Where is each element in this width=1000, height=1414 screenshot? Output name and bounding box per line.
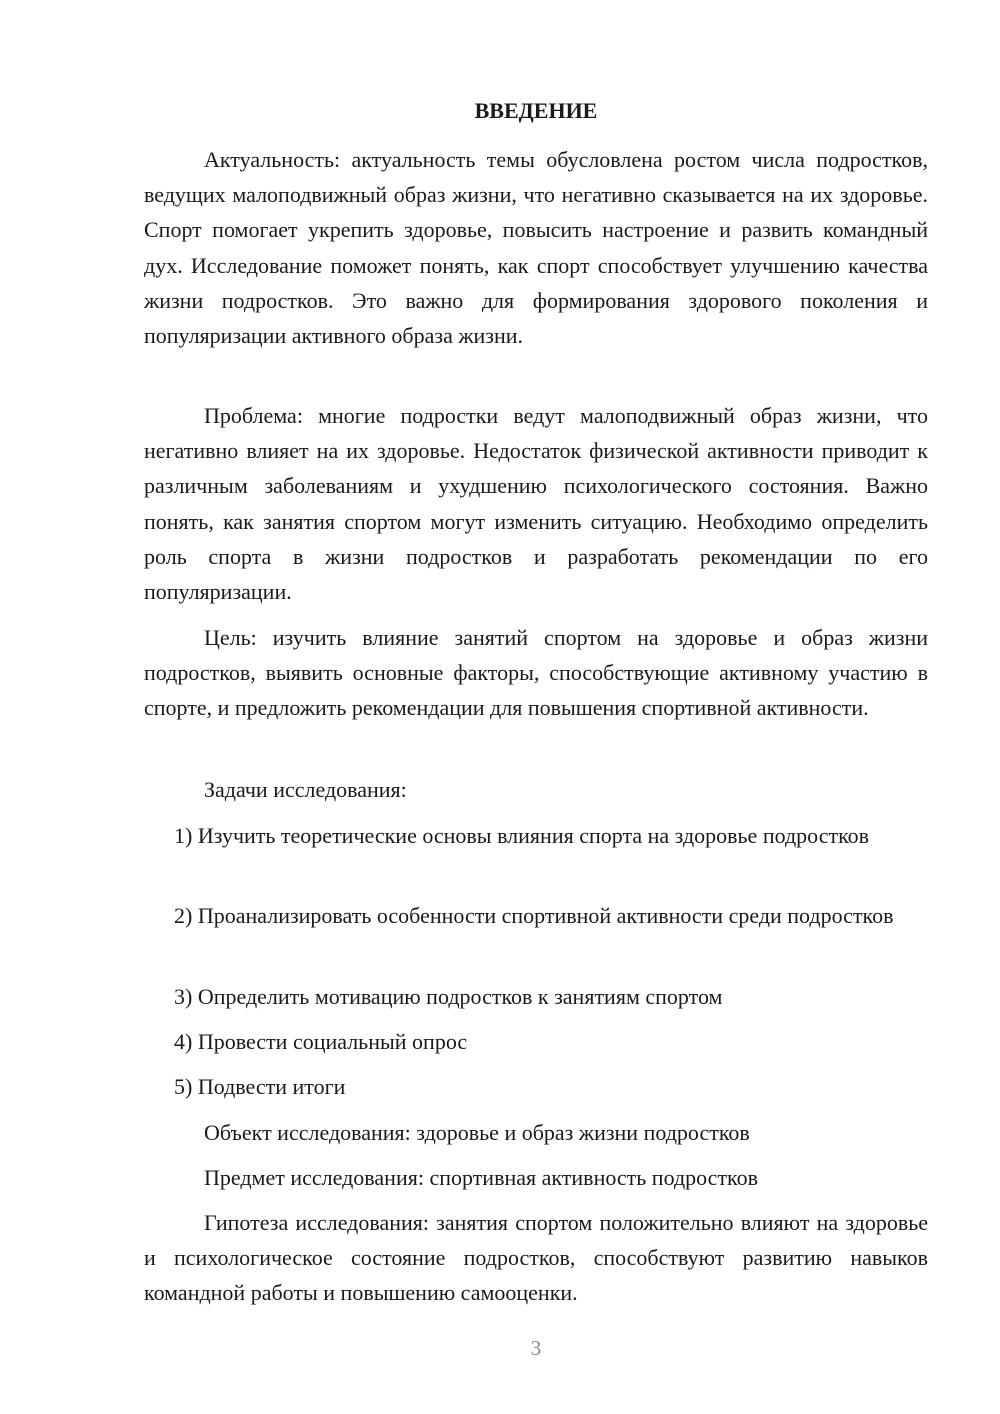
tasks-heading: Задачи исследования:: [204, 777, 407, 802]
task-item-3: 3) Определить мотивацию подростков к занятиям спортом: [174, 984, 723, 1009]
relevance-paragraph: Актуальность: актуальность темы обусловлена ростом числа подростков, ведущих малоподвижный образ жизни, что негативно сказывается на их здоровье. Спорт помогает укрепить здоровье, повысить настроение и развить командный дух. Исследование поможет понять, как спорт способствует улучшению качества жизни подростков. Это важно для формирования здорового поколения и популяризации активного образа жизни.: [144, 147, 928, 349]
page-title: ВВЕДЕНИЕ: [474, 98, 598, 123]
hypothesis-paragraph: Гипотеза исследования: занятия спортом положительно влияют на здоровье и психологическое состояние подростков, способствуют развитию навыков командной работы и повышению самооценки.: [144, 1210, 928, 1306]
goal-paragraph: Цель: изучить влияние занятий спортом на здоровье и образ жизни подростков, выявить основные факторы, способствующие активному участию в спорте, и предложить рекомендации для повышения спортивной активности.: [144, 625, 928, 721]
task-item-2: 2) Проанализировать особенности спортивной активности среди подростков: [174, 903, 894, 928]
task-item-4: 4) Провести социальный опрос: [174, 1029, 468, 1054]
task-item-5: 5) Подвести итоги: [174, 1074, 346, 1099]
subject-paragraph: Предмет исследования: спортивная активность подростков: [204, 1165, 759, 1190]
object-paragraph: Объект исследования: здоровье и образ жизни подростков: [204, 1120, 750, 1145]
problem-paragraph: Проблема: многие подростки ведут малоподвижный образ жизни, что негативно влияет на их здоровье. Недостаток физической активности приводит к различным заболеваниям и ухудшению психологического состояния. Важно понять, как занятия спортом могут изменить ситуацию. Необходимо определить роль спорта в жизни подростков и разработать рекомендации по его популяризации.: [144, 403, 928, 605]
task-item-1: 1) Изучить теоретические основы влияния спорта на здоровье подростков: [174, 823, 870, 848]
page-number: 3: [530, 1336, 542, 1360]
